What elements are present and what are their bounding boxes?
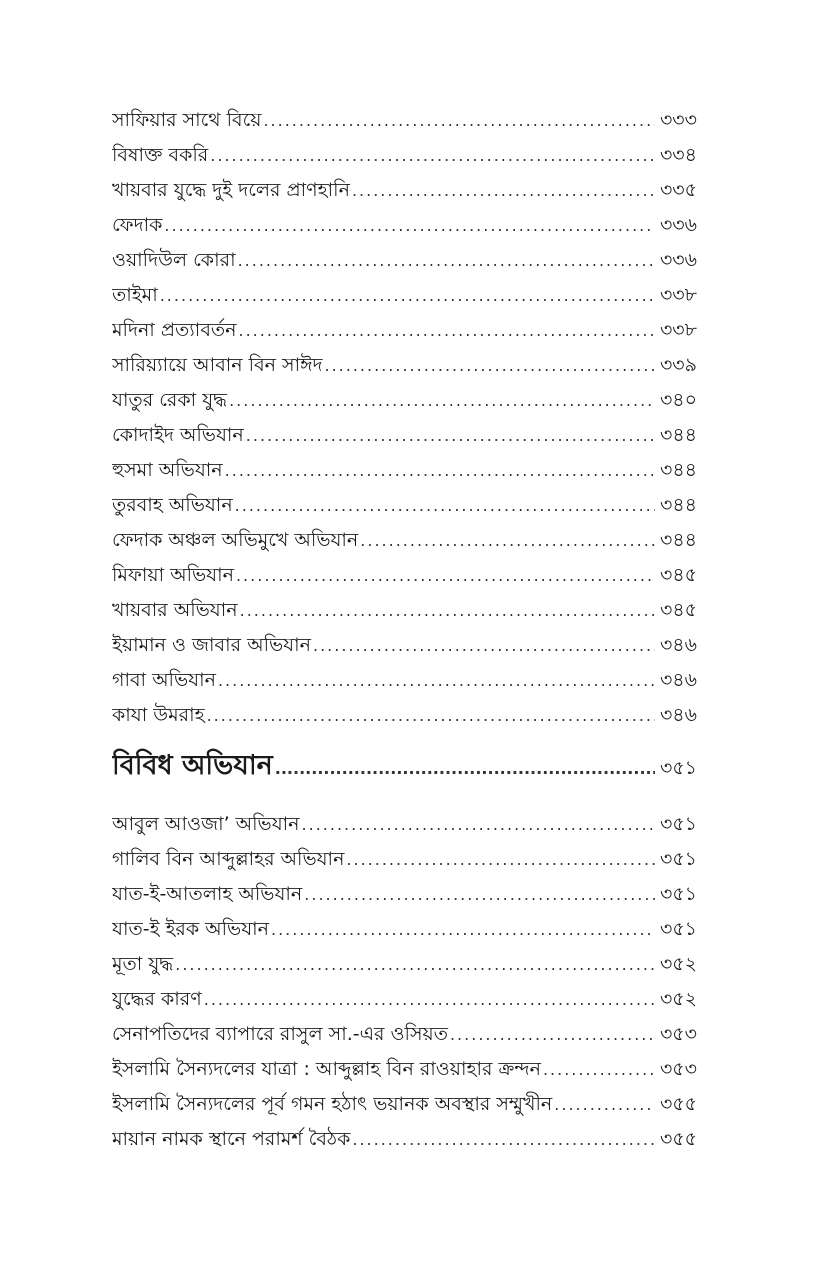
toc-entry <box>112 383 697 418</box>
dot-leader <box>346 842 655 877</box>
dot-leader <box>450 1017 655 1052</box>
dot-leader <box>204 982 655 1017</box>
page-number: ৩৫১ <box>659 813 697 835</box>
page-number: ৩৩৯ <box>659 354 697 376</box>
dot-leader <box>275 740 655 795</box>
entry-title: খায়বার যুদ্ধে দুই দলের প্রাণহানি <box>112 179 350 201</box>
dot-leader <box>263 103 655 138</box>
page-number: ৩৫১ <box>659 883 697 905</box>
dot-leader <box>238 243 655 278</box>
entry-title: যাত-ই ইরক অভিযান <box>112 918 269 940</box>
dot-leader <box>218 663 655 698</box>
page-number: ৩৪০ <box>659 389 697 411</box>
page-number: ৩৪৫ <box>659 599 697 621</box>
toc-entry <box>112 348 697 383</box>
toc-entry <box>112 418 697 453</box>
entry-title: তাইমা <box>112 284 158 306</box>
toc-entry <box>112 208 697 243</box>
toc-group-1 <box>112 103 697 733</box>
toc-entry <box>112 698 697 733</box>
section-title: বিবিধ অভিযান <box>112 750 273 781</box>
table-of-contents <box>112 103 697 1157</box>
toc-entry <box>112 173 697 208</box>
dot-leader <box>554 1087 655 1122</box>
page-number: ৩৩৮ <box>659 319 697 341</box>
page-number: ৩৪৬ <box>659 669 697 691</box>
toc-entry <box>112 278 697 313</box>
entry-title: সেনাপতিদের ব্যাপারে রাসুল সা.-এর ওসিয়ত <box>112 1023 448 1045</box>
entry-title: যাতুর রেকা যুদ্ধ <box>112 389 228 411</box>
entry-title: আবুল আওজা’ অভিযান <box>112 813 300 835</box>
toc-entry <box>112 982 697 1017</box>
dot-leader <box>240 593 655 628</box>
toc-entry <box>112 523 697 558</box>
dot-leader <box>313 628 655 663</box>
entry-title: গালিব বিন আব্দুল্লাহর অভিযান <box>112 848 345 870</box>
entry-title: কোদাইদ অভিযান <box>112 424 244 446</box>
toc-entry <box>112 103 697 138</box>
dot-leader <box>360 523 655 558</box>
dot-leader <box>246 418 655 453</box>
page-number: ৩৪৪ <box>659 424 697 446</box>
dot-leader <box>210 138 655 173</box>
dot-leader <box>271 912 655 947</box>
toc-entry <box>112 807 697 842</box>
toc-entry <box>112 663 697 698</box>
page-number: ৩৫৫ <box>659 1128 697 1150</box>
entry-title: বিষাক্ত বকরি <box>112 144 209 166</box>
page-number: ৩৫২ <box>659 988 697 1010</box>
entry-title: খায়বার অভিযান <box>112 599 238 621</box>
entry-title: যাত-ই-আতলাহ অভিযান <box>112 883 303 905</box>
page-number: ৩৫৫ <box>659 1093 697 1115</box>
page-number: ৩৪৬ <box>659 634 697 656</box>
dot-leader <box>175 947 655 982</box>
dot-leader <box>325 348 656 383</box>
entry-title: মিফায়া অভিযান <box>112 564 234 586</box>
entry-title: মায়ান নামক স্থানে পরামর্শ বৈঠক <box>112 1128 351 1150</box>
toc-entry <box>112 912 697 947</box>
entry-title: গাবা অভিযান <box>112 669 216 691</box>
page-number: ৩৫৩ <box>659 1058 697 1080</box>
entry-title: যুদ্ধের কারণ <box>112 988 202 1010</box>
entry-title: ফেদাক অঞ্চল অভিমুখে অভিযান <box>112 529 359 551</box>
toc-entry <box>112 1017 697 1052</box>
toc-entry <box>112 558 697 593</box>
page-number: ৩৩৬ <box>659 249 697 271</box>
dot-leader <box>236 558 655 593</box>
entry-title: ওয়াদিউল কোরা <box>112 249 236 271</box>
dot-leader <box>229 383 655 418</box>
entry-title: কাযা উমরাহ <box>112 704 205 726</box>
page-number: ৩৪৫ <box>659 564 697 586</box>
dot-leader <box>304 877 655 912</box>
entry-title: তুরবাহ অভিযান <box>112 494 233 516</box>
toc-entry <box>112 1122 697 1157</box>
page-number: ৩৪৪ <box>659 494 697 516</box>
dot-leader <box>164 208 655 243</box>
page-number: ৩৩৪ <box>659 144 697 166</box>
entry-title: ইসলামি সৈন্যদলের যাত্রা : আব্দুল্লাহ বিন রাওয়াহার ক্রন্দন <box>112 1058 541 1080</box>
page-number: ৩৫৩ <box>659 1023 697 1045</box>
toc-entry <box>112 1087 697 1122</box>
toc-entry <box>112 1052 697 1087</box>
dot-leader <box>160 278 655 313</box>
dot-leader <box>352 173 655 208</box>
dot-leader <box>207 698 655 733</box>
toc-entry <box>112 453 697 488</box>
entry-title: হুসমা অভিযান <box>112 459 223 481</box>
section-heading <box>112 737 697 795</box>
page-number: ৩৪৬ <box>659 704 697 726</box>
page-number: ৩৪৪ <box>659 459 697 481</box>
entry-title: সাফিয়ার সাথে বিয়ে <box>112 109 262 131</box>
entry-title: ফেদাক <box>112 214 163 236</box>
toc-entry <box>112 313 697 348</box>
dot-leader <box>352 1122 655 1157</box>
page-number: ৩৩৫ <box>659 179 697 201</box>
page-number: ৩৫১ <box>659 918 697 940</box>
toc-entry <box>112 593 697 628</box>
page-number: ৩৩৮ <box>659 284 697 306</box>
toc-entry <box>112 628 697 663</box>
toc-entry <box>112 488 697 523</box>
entry-title: ইয়ামান ও জাবার অভিযান <box>112 634 311 656</box>
entry-title: সারিয়্যায়ে আবান বিন সাঈদ <box>112 354 323 376</box>
dot-leader <box>543 1052 655 1087</box>
toc-entry <box>112 842 697 877</box>
toc-entry <box>112 243 697 278</box>
page-number: ৩৫২ <box>659 953 697 975</box>
page-number: ৩৩৩ <box>659 109 697 131</box>
toc-entry <box>112 947 697 982</box>
page-number: ৩৪৪ <box>659 529 697 551</box>
dot-leader <box>225 453 655 488</box>
entry-title: মদিনা প্রত্যাবর্তন <box>112 319 237 341</box>
toc-entry <box>112 138 697 173</box>
toc-group-2 <box>112 807 697 1157</box>
entry-title: মূতা যুদ্ধ <box>112 953 174 975</box>
dot-leader <box>302 807 655 842</box>
page-number: ৩৩৬ <box>659 214 697 236</box>
dot-leader <box>235 488 655 523</box>
page-number: ৩৫১ <box>659 848 697 870</box>
dot-leader <box>239 313 656 348</box>
section-page-number: ৩৫১ <box>659 757 697 779</box>
entry-title: ইসলামি সৈন্যদলের পূর্ব গমন হঠাৎ ভয়ানক অবস্থার সম্মুখীন <box>112 1093 553 1115</box>
toc-entry <box>112 877 697 912</box>
